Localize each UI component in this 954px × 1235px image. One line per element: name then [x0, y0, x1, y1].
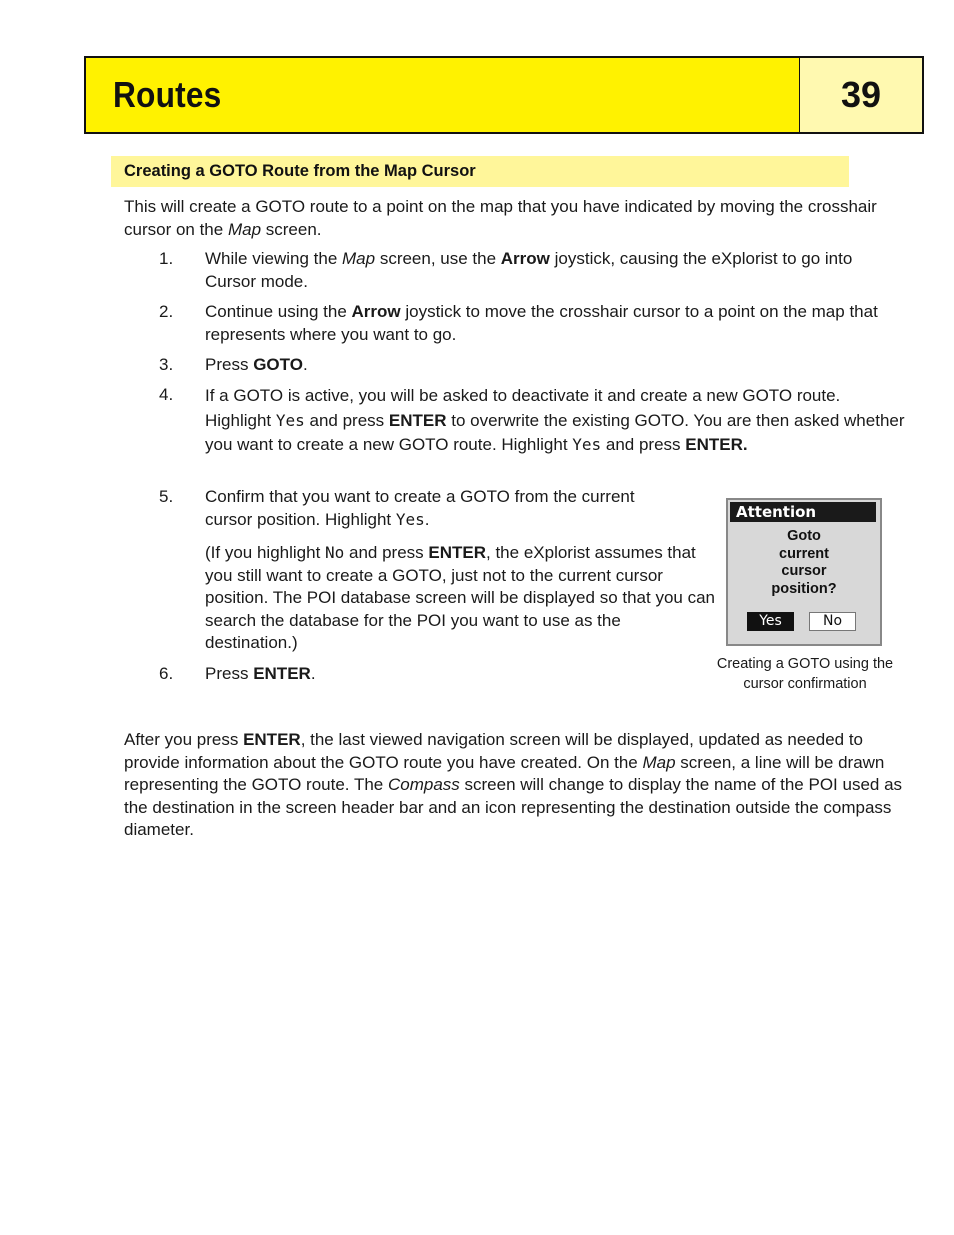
step-text: screen, use the [375, 249, 501, 268]
step-body [205, 384, 905, 458]
enter-key-term: ENTER. [685, 435, 748, 454]
step-number: 5. [159, 487, 174, 506]
enter-key-term: ENTER [388, 410, 447, 430]
after-paragraph [124, 729, 914, 842]
chapter-header [84, 56, 924, 134]
note-text: (If you highlight [205, 543, 326, 562]
step-text: joystick, causing the eXplorist to go into Cursor mode. [205, 249, 853, 291]
intro-map-term: Map [227, 219, 262, 239]
map-term: Map [342, 249, 376, 268]
step-text: to overwrite the existing GOTO. You are then asked whether you want to create a new GOTO route. Highlight [205, 410, 905, 454]
chapter-title: Routes [113, 74, 222, 115]
chapter-title-cell [86, 58, 800, 132]
step-text: . [302, 355, 308, 374]
message-line: Goto [787, 528, 821, 544]
step-number: 2. [159, 302, 174, 321]
step-body [205, 248, 895, 293]
intro-text-end: screen. [261, 219, 322, 239]
step-text: . [424, 509, 430, 529]
note-text: and press [344, 543, 429, 562]
yes-option-term: Yes [572, 435, 602, 454]
caption-line: cursor confirmation [743, 675, 867, 692]
step-body [205, 663, 685, 686]
figure-caption [705, 655, 905, 694]
caption-line: Creating a GOTO using the [716, 656, 894, 672]
step-text: and press [304, 410, 389, 430]
yes-option-term: Yes [395, 509, 425, 529]
after-text: screen will change to display the name of the POI used as the destination in the screen header bar and an icon representing the destination outside the compass diameter. [124, 775, 903, 839]
message-line: position? [771, 580, 837, 597]
message-line: current [779, 545, 829, 562]
message-line: cursor [781, 563, 827, 579]
after-text: After you press [124, 730, 244, 749]
step-body [205, 486, 680, 531]
section-heading: Creating a GOTO Route from the Map Cursor [124, 162, 476, 180]
step-text: Confirm that you want to create a GOTO from the current cursor position. Highlight [205, 487, 635, 529]
page-number-cell [800, 58, 922, 132]
step-number: 4. [159, 385, 174, 404]
goto-key-term: GOTO [253, 355, 303, 374]
attention-message [728, 528, 880, 598]
attention-dialog-screenshot [726, 498, 882, 646]
arrow-key-term: Arrow [500, 249, 550, 268]
step-5-note [205, 542, 715, 655]
attention-title-bar: Attention [730, 502, 876, 522]
step-text: joystick to move the crosshair cursor to a point on the map that represents where you want to go. [205, 302, 878, 344]
yes-button: Yes [747, 612, 794, 631]
step-body [205, 354, 885, 377]
step-number: 6. [159, 664, 174, 683]
no-button: No [809, 612, 856, 631]
enter-key-term: ENTER [428, 543, 487, 562]
intro-text: This will create a GOTO route to a point on the map that you have indicated by moving the crosshair cursor on the [124, 197, 877, 239]
step-number: 1. [159, 249, 174, 268]
step-text: Press [205, 664, 254, 683]
step-number: 3. [159, 355, 174, 374]
step-body [205, 301, 885, 346]
note-text: , the eXplorist assumes that you still want to create a GOTO, just not to the current cursor position. The POI database screen will be displayed so that you can search the database for the POI you want to use as the destination.) [205, 543, 715, 652]
after-text: , the last viewed navigation screen will be displayed, updated as needed to provide information about the GOTO route you have created. On the [124, 730, 863, 772]
map-term: Map [642, 752, 676, 772]
no-option-term: No [325, 543, 345, 562]
enter-key-term: ENTER [243, 730, 301, 749]
step-text: While viewing the [205, 249, 343, 268]
section-heading-bar [111, 156, 849, 187]
yes-option-term: Yes [275, 410, 305, 430]
step-text: Press [205, 355, 254, 374]
arrow-key-term: Arrow [351, 302, 401, 321]
after-text: screen, a line will be drawn representing the GOTO route. The [124, 752, 885, 794]
step-text: and press [601, 435, 686, 454]
intro-paragraph [124, 196, 904, 241]
step-text: . [310, 664, 316, 683]
enter-key-term: ENTER [253, 664, 311, 683]
compass-term: Compass [387, 775, 460, 794]
step-text: Continue using the [205, 302, 352, 321]
page-number: 39 [840, 74, 882, 115]
step-text: If a GOTO is active, you will be asked to deactivate it and create a new GOTO route. Highlight [205, 386, 841, 430]
